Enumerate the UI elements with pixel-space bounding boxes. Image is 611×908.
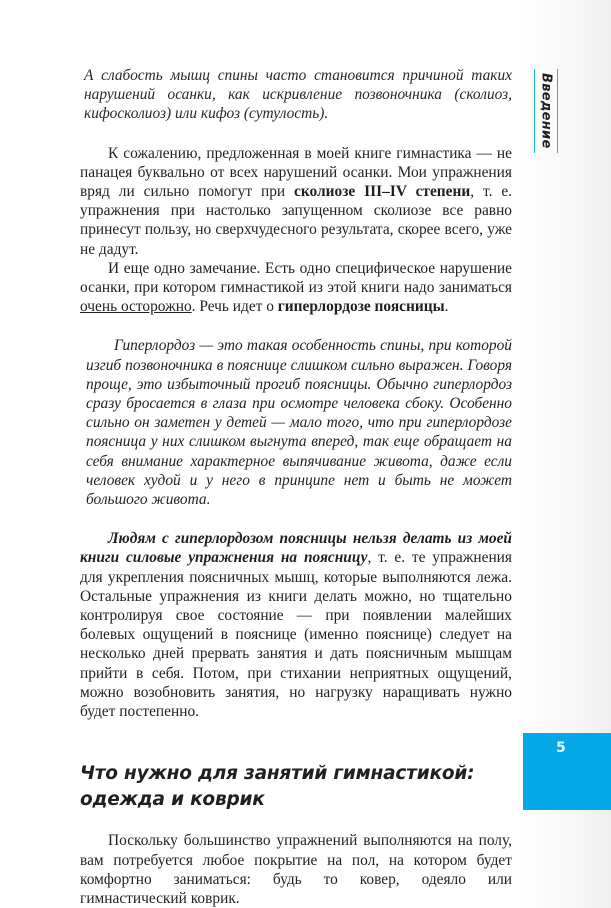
- page-number: 5: [556, 740, 566, 756]
- paragraph-warning: [80, 529, 512, 721]
- paragraph-text: . Речь идет о: [191, 298, 278, 316]
- paragraph-equipment: Поскольку большинство упражнений выполняются на полу, вам потребуется любое покрытие на пол, на котором будет комфортно заниматься: будь то ковер, одеяло или гимнастический коврик.: [80, 832, 512, 907]
- paragraph-text: И еще одно замечание. Есть одно специфическое нарушение осанки, при котором гимнастикой из этой книги надо заниматься: [80, 259, 512, 297]
- page-number-tab: [523, 733, 611, 810]
- heading-line-2: одежда и коврик: [80, 789, 265, 811]
- paragraph-text: К сожалению, предложенная в моей книге гимнастика — не панацея буквально от всех нарушений осанки. Мои упражнения вряд ли сильно помогут при: [80, 144, 512, 201]
- page-content: [80, 66, 512, 908]
- section-heading: [80, 761, 512, 813]
- intro-note: А слабость мышц спины часто становится причиной таких нарушений осанки, как искривление позвоночника (сколиоз, кифосколиоз) или кифоз (сутулость).: [84, 67, 512, 123]
- definition-quote: Гиперлордоз — это такая особенность спины, при которой изгиб позвоночника в пояснице слишком сильно выражен. Говоря проще, это избыточный прогиб поясницы. Обычно гиперлордоз сразу бросается в глаза при осмотре человека сбоку. Особенно сильно он заметен у детей — мало того, что при гиперлордозе поясница у них слишком выгнута вперед, так еще обращает на себя внимание характерное выпячивание живота, даже если человек худой и у него в принципе нет и быть не может большого живота.: [86, 337, 512, 509]
- heading-line-1: Что нужно для занятий гимнастикой:: [80, 763, 475, 785]
- section-tab-label: Введение: [538, 73, 554, 149]
- paragraph-text: , т. е. упражнения при настолько запущенном сколиозе все равно принесут пользу, но сверхчудесного результата, скорее всего, уже не дадут.: [80, 183, 513, 258]
- paragraph-text: , т. е. те упражнения для укрепления поясничных мышц, которые выполняются лежа. Остальные упражнения из книги делать можно, но тщательно контролируя свое состояние — при появлении малейших болевых ощущений в пояснице (именно пояснице) следует на несколько дней прервать занятия и дать поясничным мышцам прийти в себя. Потом, при стихании неприятных ощущений, можно возобновить занятия, но нагрузку наращивать нужно будет постепенно.: [80, 549, 512, 721]
- emphasis-carefully: очень осторожно: [80, 298, 192, 316]
- section-tab: [534, 69, 558, 153]
- emphasis-hyperlordosis: гиперлордозе поясницы: [277, 298, 445, 316]
- warning-emphasis: Людям с гиперлордозом поясницы нельзя делать из моей книги силовые упражнения на поясницу: [80, 530, 512, 567]
- paragraph-remark: [80, 259, 512, 317]
- paragraph-text: .: [444, 298, 449, 316]
- emphasis-scoliosis-degree: сколиозе III–IV степени: [294, 183, 471, 201]
- paragraph-scoliosis: [80, 144, 512, 259]
